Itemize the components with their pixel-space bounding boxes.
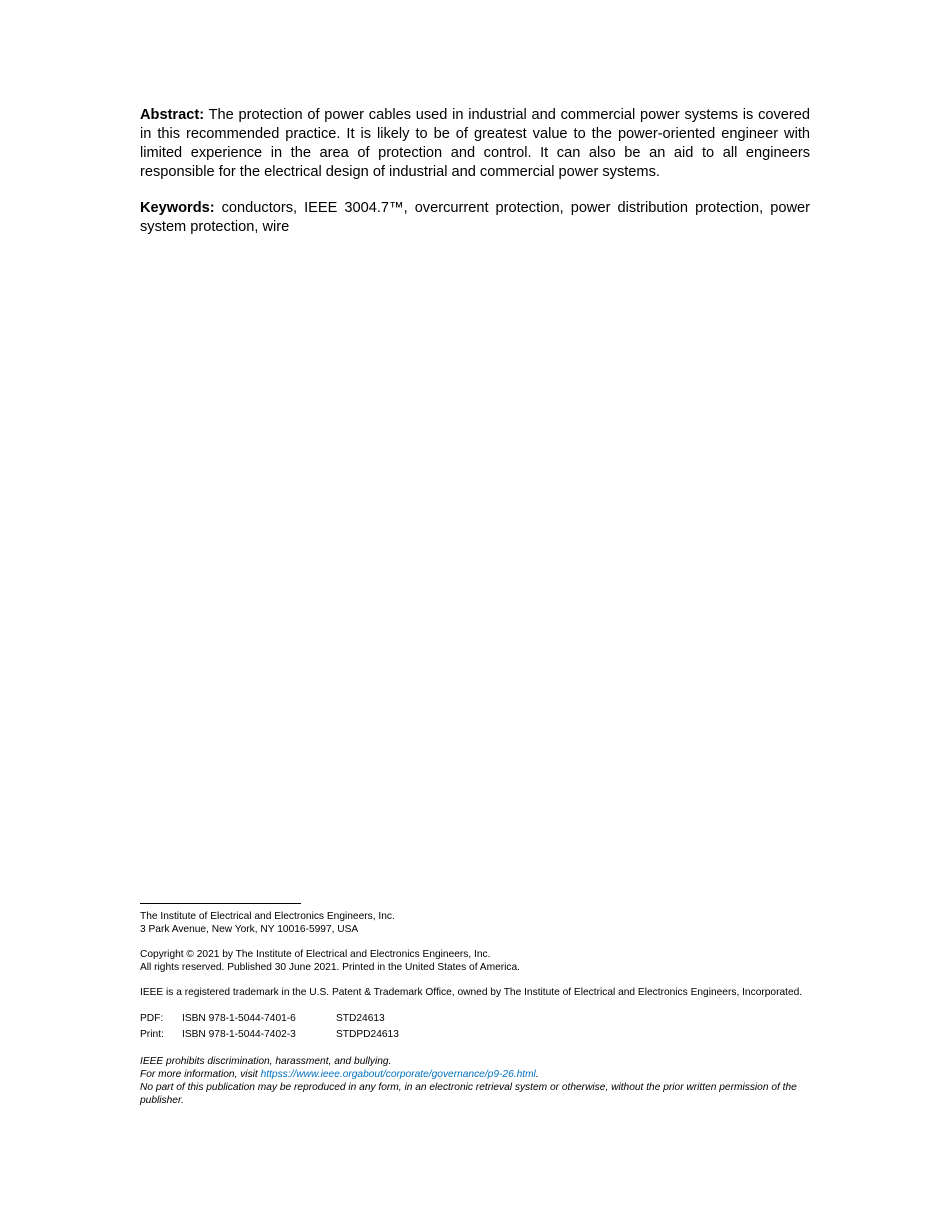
- isbn-number: ISBN 978-1-5044-7402-3: [182, 1029, 296, 1040]
- publisher-info: [140, 910, 812, 936]
- front-matter-main: [140, 106, 810, 237]
- more-info-line: [140, 1068, 812, 1081]
- copyright-info: [140, 948, 812, 974]
- keywords-label: Keywords:: [140, 200, 215, 216]
- isbn-format-label: PDF:: [140, 1013, 164, 1024]
- isbn-table: [140, 1011, 812, 1043]
- trademark-info: [140, 986, 812, 999]
- trademark-notice: IEEE is a registered trademark in the U.S. Patent & Trademark Office, owned by The Institute of Electrical and Electronics Engineers, Incorporated.: [140, 987, 803, 998]
- reproduction-notice: No part of this publication may be reproduced in any form, in an electronic retrieval system or otherwise, without the prior written permission of the publisher.: [140, 1082, 797, 1106]
- isbn-format-label: Print:: [140, 1029, 164, 1040]
- isbn-row-print: [140, 1027, 812, 1043]
- imprint-footer: [140, 903, 812, 1107]
- anti-discrimination-line: IEEE prohibits discrimination, harassment, and bullying.: [140, 1056, 392, 1067]
- more-info-suffix: .: [535, 1069, 539, 1080]
- governance-link[interactable]: httpss://www.ieee.orgabout/corporate/governance/p9-26.html: [260, 1069, 536, 1080]
- rights-line: All rights reserved. Published 30 June 2021. Printed in the United States of America.: [140, 962, 520, 973]
- publisher-name: The Institute of Electrical and Electronics Engineers, Inc.: [140, 911, 395, 922]
- publisher-address: 3 Park Avenue, New York, NY 10016-5997, USA: [140, 924, 359, 935]
- isbn-stock-code: STDPD24613: [336, 1029, 399, 1040]
- copyright-line: Copyright © 2021 by The Institute of Electrical and Electronics Engineers, Inc.: [140, 949, 491, 960]
- isbn-stock-code: STD24613: [336, 1013, 385, 1024]
- footer-divider: [140, 903, 301, 904]
- abstract-paragraph: [140, 106, 810, 182]
- keywords-paragraph: [140, 199, 810, 237]
- more-info-prefix: For more information, visit: [140, 1069, 261, 1080]
- keywords-text: conductors, IEEE 3004.7™, overcurrent protection, power distribution protection, power system protection, wire: [140, 200, 810, 235]
- abstract-text: The protection of power cables used in industrial and commercial power systems is covered in this recommended practice. It is likely to be of greatest value to the power-oriented engineer with limited experience in the area of protection and control. It can also be an aid to all engineers responsible for the electrical design of industrial and commercial power systems.: [140, 107, 810, 180]
- isbn-number: ISBN 978-1-5044-7401-6: [182, 1013, 296, 1024]
- legal-notice: [140, 1055, 812, 1107]
- isbn-row-pdf: [140, 1011, 812, 1027]
- abstract-label: Abstract:: [140, 107, 205, 123]
